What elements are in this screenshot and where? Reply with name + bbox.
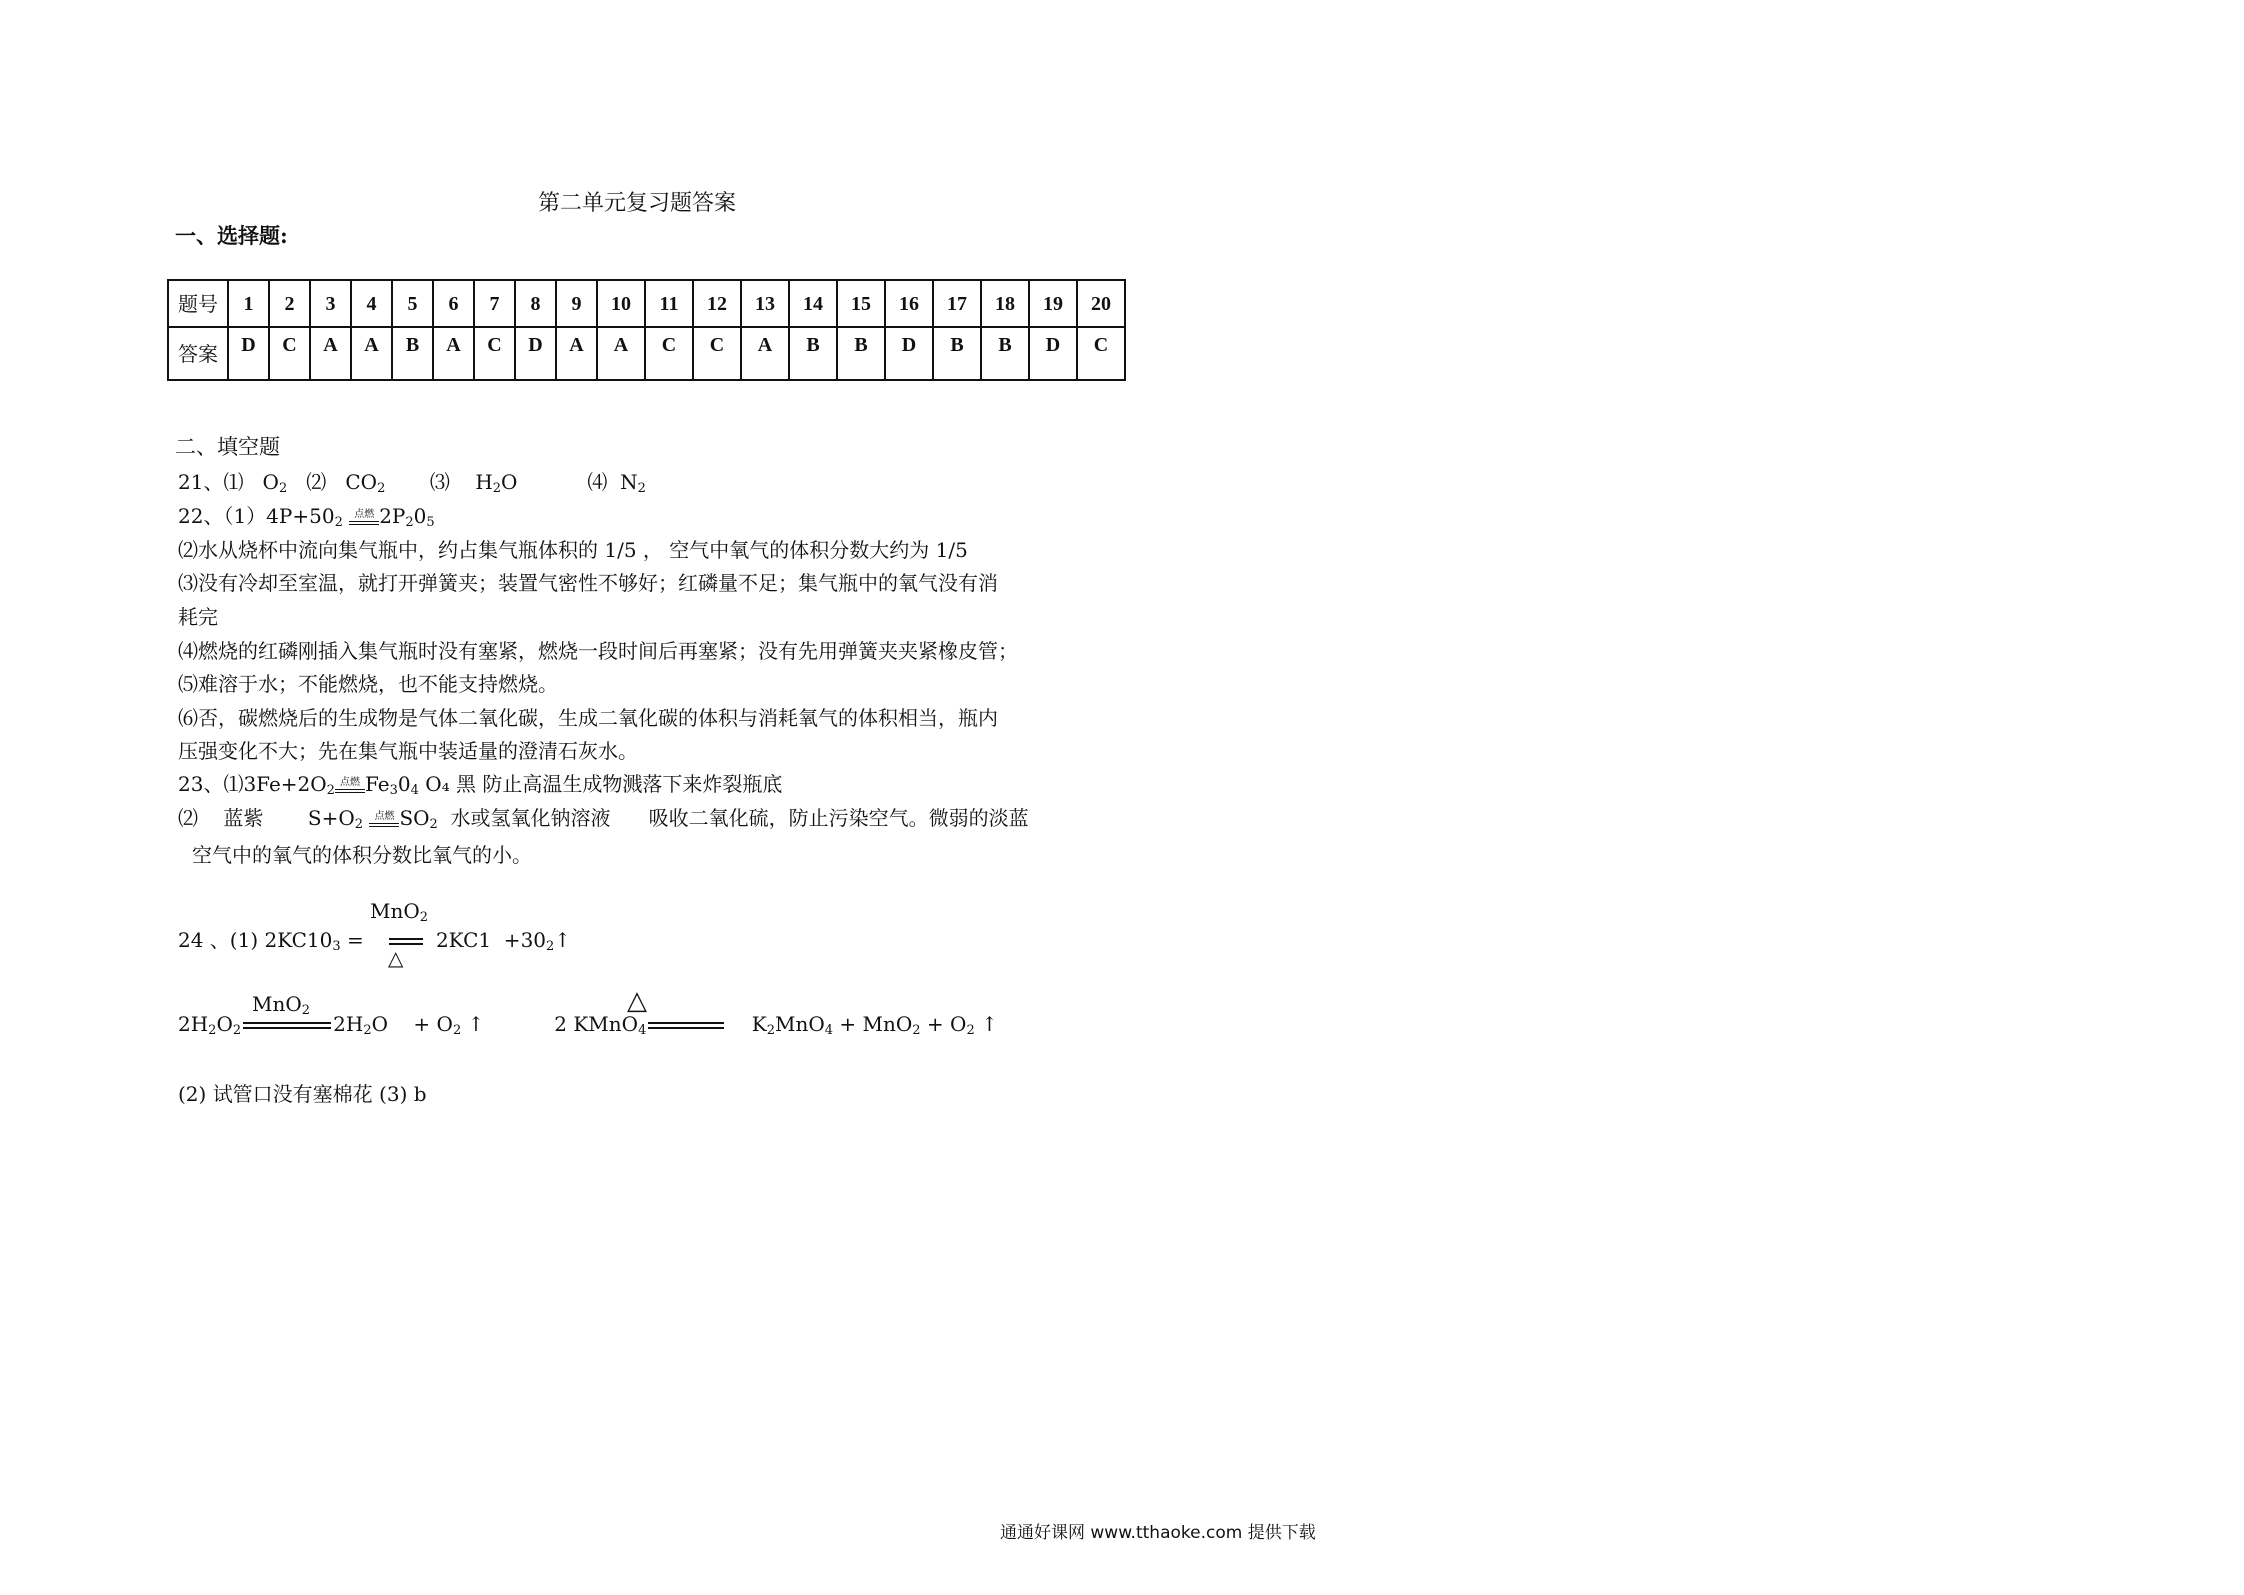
table-cell-number: 20 (1077, 280, 1125, 327)
table-cell-answer: A (351, 327, 392, 380)
answer-23-line-1: 23、$⑴3Fe+2O_2$点燃 $Fe_30_4$ O₄ 黑 防止高温生成物溅落下来炸裂瓶底 (178, 772, 783, 798)
table-cell-number: 14 (789, 280, 837, 327)
table-header-answer: 答案 (168, 327, 228, 380)
table-cell-number: 6 (433, 280, 474, 327)
section-fill-heading: 二、填空题 (175, 435, 280, 459)
table-cell-answer: C (474, 327, 515, 380)
table-cell-number: 18 (981, 280, 1029, 327)
answer-23-line-2: ⑵ 蓝紫 $S+O_2$ 点燃 $SO_2$ 水或氢氧化钠溶液 吸收二氧化硫，防止污染空气。微弱的淡蓝 (178, 806, 1029, 832)
table-cell-number: 16 (885, 280, 933, 327)
table-cell-number: 7 (474, 280, 515, 327)
table-row-answers (168, 327, 1125, 380)
table-cell-answer: C (1077, 327, 1125, 380)
answer-23-line-3: 空气中的氧气的体积分数比氧气的小。 (192, 843, 532, 867)
heat-symbol-2: △ (627, 986, 647, 1016)
section-choice-heading: 一、选择题: (175, 223, 288, 248)
answer-22-line-5: ⑷燃烧的红磷刚插入集气瓶时没有塞紧，燃烧一段时间后再塞紧；没有先用弹簧夹夹紧橡皮管； (178, 639, 1018, 663)
table-cell-answer: D (228, 327, 269, 380)
page-title: 第二单元复习题答案 (538, 191, 737, 216)
table-cell-answer: B (837, 327, 885, 380)
table-cell-answer: A (556, 327, 597, 380)
table-cell-answer: C (269, 327, 310, 380)
table-cell-number: 4 (351, 280, 392, 327)
table-cell-answer: A (310, 327, 351, 380)
table-cell-number: 19 (1029, 280, 1077, 327)
table-cell-number: 1 (228, 280, 269, 327)
table-cell-number: 12 (693, 280, 741, 327)
table-cell-number: 8 (515, 280, 556, 327)
table-cell-number: 2 (269, 280, 310, 327)
table-cell-number: 11 (645, 280, 693, 327)
table-cell-answer: A (741, 327, 789, 380)
table-cell-answer: B (981, 327, 1029, 380)
footer-source: 通通好课网 www.tthaoke.com 提供下载 (1000, 1523, 1316, 1543)
table-row-numbers (168, 280, 1125, 327)
table-cell-number: 10 (597, 280, 645, 327)
answer-24-line-3: (2) 试管口没有塞棉花 (3) b (178, 1082, 427, 1106)
table-cell-number: 5 (392, 280, 433, 327)
answer-22-line-4: 耗完 (178, 605, 218, 629)
table-cell-answer: A (433, 327, 474, 380)
heat-symbol: △ (388, 946, 404, 970)
table-cell-answer: C (645, 327, 693, 380)
table-cell-number: 17 (933, 280, 981, 327)
catalyst-label-2: MnO$_2$ (252, 992, 311, 1018)
table-cell-answer: A (597, 327, 645, 380)
table-cell-answer: C (693, 327, 741, 380)
table-cell-answer: B (789, 327, 837, 380)
table-cell-answer: B (392, 327, 433, 380)
table-cell-number: 3 (310, 280, 351, 327)
answer-22-line-6: ⑸难溶于水；不能燃烧，也不能支持燃烧。 (178, 672, 558, 696)
table-cell-answer: B (933, 327, 981, 380)
table-cell-number: 9 (556, 280, 597, 327)
answer-22-line-3: ⑶没有冷却至室温，就打开弹簧夹；装置气密性不够好；红磷量不足；集气瓶中的氧气没有消 (178, 571, 998, 595)
answer-24-line-2: $2H_2O_2$ $2H_2O$ + $O_2$ ↑ 2 KMnO$_4$ $K_2MnO_4 + MnO_2 + O_2$ ↑ (178, 1012, 998, 1038)
answer-24-line-1: 24 、(1) $2KC10_3$ = $2KC1 +30_2↑$ (178, 928, 572, 954)
catalyst-label: MnO$_2$ (370, 899, 429, 925)
answer-22-line-7: ⑹否，碳燃烧后的生成物是气体二氧化碳，生成二氧化碳的体积与消耗氧气的体积相当，瓶内 (178, 706, 998, 730)
table-cell-answer: D (1029, 327, 1077, 380)
reaction-condition: 点燃 (349, 510, 379, 525)
table-cell-answer: D (515, 327, 556, 380)
table-cell-number: 13 (741, 280, 789, 327)
answer-table (167, 279, 1126, 381)
answer-22-line-2: ⑵水从烧杯中流向集气瓶中，约占集气瓶体积的 1/5 ， 空气中氧气的体积分数大约为 1/5 (178, 538, 968, 562)
answer-21: 21、⑴ $O_2$ ⑵ $CO_2$ ⑶ $H_2O$ ⑷ $N_2$ (178, 470, 646, 496)
answer-22-line-1: 22、$(1)4P+50_2$ 点燃 $2P_20_5$ (178, 504, 435, 530)
table-cell-answer: D (885, 327, 933, 380)
table-cell-number: 15 (837, 280, 885, 327)
answer-22-line-8: 压强变化不大；先在集气瓶中装适量的澄清石灰水。 (178, 739, 638, 763)
table-header-question: 题号 (168, 280, 228, 327)
